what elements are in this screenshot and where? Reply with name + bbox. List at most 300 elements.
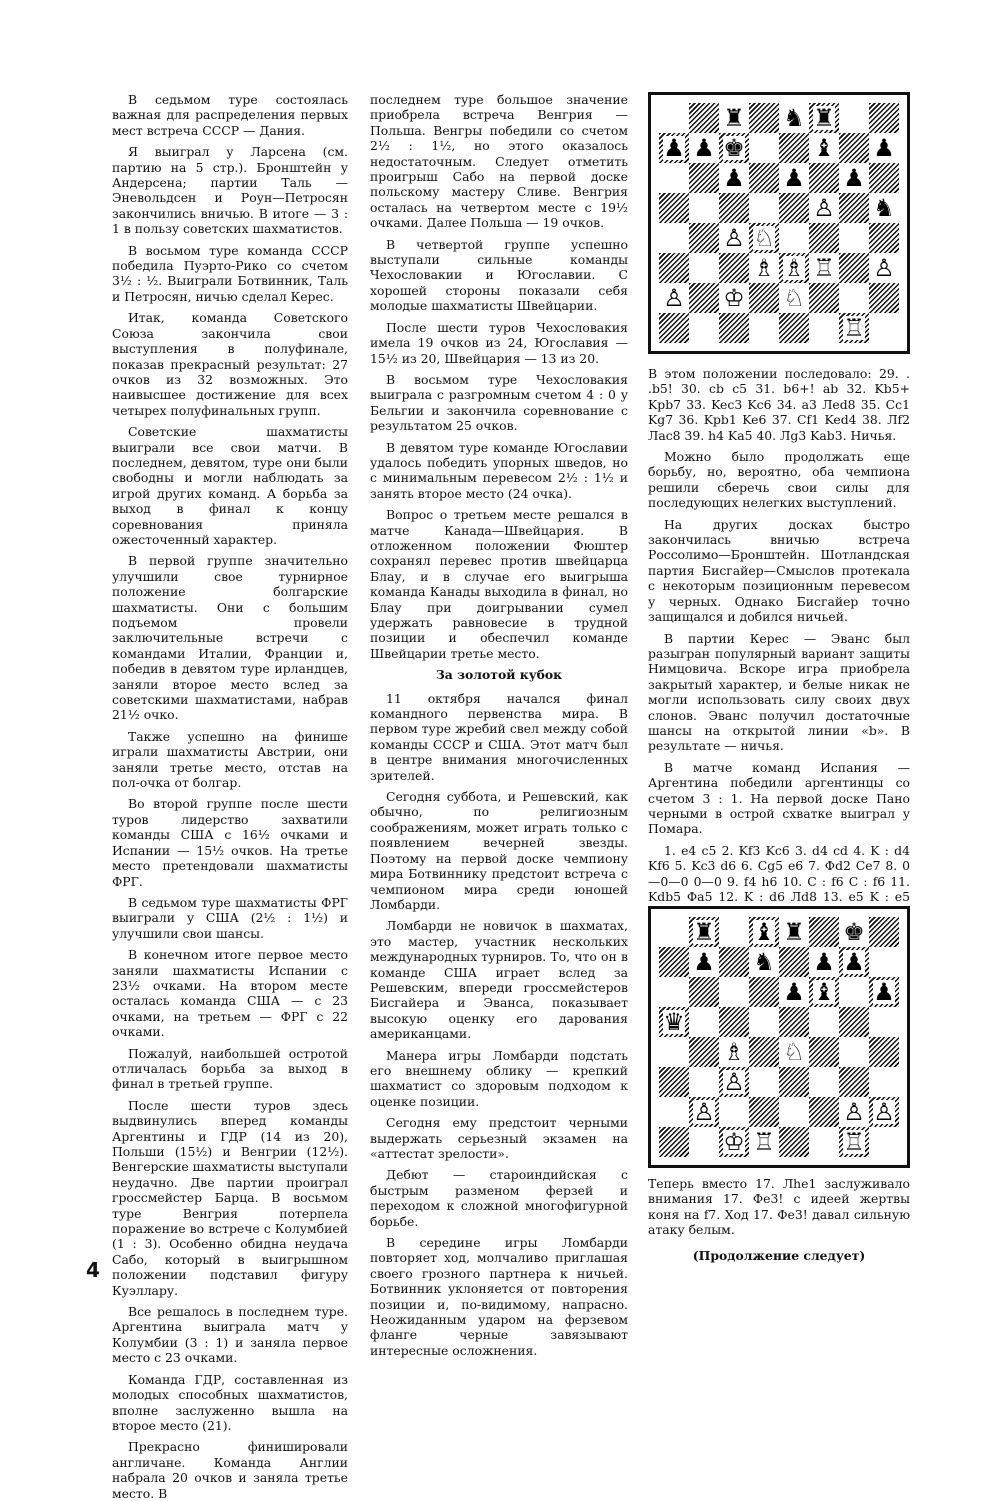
- board-square: [719, 253, 749, 283]
- chess-piece-glyph: ♞: [783, 104, 805, 132]
- board-square: [659, 103, 689, 133]
- chess-piece: [809, 1007, 839, 1037]
- board-square: [719, 283, 749, 313]
- board-square: [839, 223, 869, 253]
- chess-piece: [659, 133, 689, 163]
- chess-piece: [719, 223, 749, 253]
- chess-piece: [689, 313, 719, 343]
- board-square: [779, 253, 809, 283]
- chess-piece-glyph: ♖: [843, 1128, 865, 1156]
- paragraph: В восьмом туре Чехословакия выиграла с разгромным счетом 4 : 0 у Бельгии и закончила соревнование с результатом 25 очков.: [370, 371, 628, 434]
- column-3-text: [648, 366, 910, 920]
- board-square: [719, 1067, 749, 1097]
- chess-piece: [779, 133, 809, 163]
- board-square: [719, 223, 749, 253]
- board-square: [749, 1097, 779, 1127]
- board-square: [689, 193, 719, 223]
- chess-piece: [839, 977, 869, 1007]
- chess-piece: [719, 163, 749, 193]
- chess-piece: [719, 1097, 749, 1127]
- chess-piece: [869, 223, 899, 253]
- paragraph: Также успешно на финише играли шахматисты Австрии, они заняли третье место, отстав на пол-очка от болгар.: [112, 728, 348, 791]
- chess-piece: [779, 1037, 809, 1067]
- board-square: [809, 1037, 839, 1067]
- chess-piece: [689, 947, 719, 977]
- chess-piece: [719, 917, 749, 947]
- chess-piece: [779, 1127, 809, 1157]
- chess-piece: [839, 253, 869, 283]
- chess-piece: [689, 1067, 719, 1097]
- board-square: [659, 313, 689, 343]
- chess-piece: [779, 283, 809, 313]
- chess-piece-glyph: ♜: [693, 918, 715, 946]
- board-square: [659, 253, 689, 283]
- chess-piece: [809, 103, 839, 133]
- chess-piece: [659, 1127, 689, 1157]
- chess-diagram-1: [648, 92, 910, 354]
- chess-piece-glyph: ♙: [813, 194, 835, 222]
- chess-piece: [749, 947, 779, 977]
- board-square: [779, 193, 809, 223]
- chess-piece: [839, 947, 869, 977]
- board-square: [719, 917, 749, 947]
- chess-piece: [779, 193, 809, 223]
- board-square: [659, 1037, 689, 1067]
- paragraph: Во второй группе после шести туров лидерство захватили команды США с 16½ очками и Испании — 15½ очков. На третье место претендовали шахматисты ФРГ.: [112, 796, 348, 889]
- chess-piece: [779, 917, 809, 947]
- board-square: [839, 133, 869, 163]
- chess-piece: [779, 163, 809, 193]
- chess-piece: [749, 223, 779, 253]
- chess-piece-glyph: ♜: [723, 104, 745, 132]
- board-square: [839, 253, 869, 283]
- board-square: [659, 917, 689, 947]
- chess-piece-glyph: ♖: [843, 314, 865, 342]
- paragraph: Дебют — староиндийская с быстрым разменом ферзей и переходом к сложной многофигурной борьбе.: [370, 1167, 628, 1229]
- board-square: [839, 1037, 869, 1067]
- chess-piece: [869, 1007, 899, 1037]
- chess-piece-glyph: ♟: [723, 164, 745, 192]
- column-2-part-2: [370, 691, 628, 1359]
- board-square: [659, 283, 689, 313]
- chess-piece: [659, 223, 689, 253]
- paragraph: В восьмом туре команда СССР победила Пуэрто-Рико со счетом 3½ : ½. Выиграли Ботвинник, Таль и Петросян, ничью сделал Керес.: [112, 242, 348, 304]
- chess-piece: [869, 163, 899, 193]
- board-square: [839, 947, 869, 977]
- board-square: [839, 1067, 869, 1097]
- chess-piece-glyph: ♙: [723, 224, 745, 252]
- chess-piece: [719, 1067, 749, 1097]
- chess-piece: [689, 1007, 719, 1037]
- board-square: [779, 947, 809, 977]
- chess-piece: [869, 1037, 899, 1067]
- chess-piece: [659, 1067, 689, 1097]
- board-square: [839, 977, 869, 1007]
- board-square: [809, 1127, 839, 1157]
- chess-piece: [779, 223, 809, 253]
- paragraph: В матче команд Испания — Аргентина победили аргентинцы со счетом 3 : 1. На первой доске Пано черными в острой схватке выиграл у Помара.: [648, 759, 910, 837]
- paragraph: В седьмом туре шахматисты ФРГ выиграли у США (2½ : 1½) и улучшили свои шансы.: [112, 894, 348, 941]
- paragraph: В девятом туре команде Югославии удалось победить упорных шведов, но с минимальным перевесом 2½ : 1½ и занять второе место (24 очка).: [370, 439, 628, 501]
- chess-piece: [689, 133, 719, 163]
- board-square: [809, 977, 839, 1007]
- board-square: [869, 103, 899, 133]
- board-square: [749, 193, 779, 223]
- chess-piece: [659, 253, 689, 283]
- chess-piece: [719, 1127, 749, 1157]
- chess-piece-glyph: ♙: [873, 254, 895, 282]
- paragraph: Манера игры Ломбарди подстать его внешнему облику — крепкий шахматист со здоровым подходом к оценке позиции.: [370, 1047, 628, 1109]
- chess-piece-glyph: ♝: [813, 134, 835, 162]
- board-square: [809, 313, 839, 343]
- chess-piece-glyph: ♙: [723, 1068, 745, 1096]
- chess-piece-glyph: ♟: [783, 978, 805, 1006]
- chess-piece: [779, 1097, 809, 1127]
- board-square: [749, 1007, 779, 1037]
- board-square: [749, 1037, 779, 1067]
- chess-piece: [749, 193, 779, 223]
- paragraph: В первой группе значительно улучшили свое турнирное положение болгарские шахматисты. Они с большим подъемом провели заключительные встречи с командами Италии, Франции и, победив в девятом туре ирландцев, заняли второе место вслед за советскими шахматистами, набрав 21½ очко.: [112, 553, 348, 723]
- chess-board-grid: [659, 917, 899, 1157]
- chess-piece: [749, 977, 779, 1007]
- board-square: [749, 253, 779, 283]
- chess-piece: [749, 163, 779, 193]
- chess-piece: [839, 1037, 869, 1067]
- chess-piece: [809, 1097, 839, 1127]
- chess-piece: [839, 1127, 869, 1157]
- chess-piece: [749, 283, 779, 313]
- board-square: [869, 253, 899, 283]
- chess-piece: [689, 283, 719, 313]
- chess-piece: [689, 1037, 719, 1067]
- board-square: [689, 947, 719, 977]
- board-square: [869, 1037, 899, 1067]
- chess-piece-glyph: ♝: [753, 918, 775, 946]
- chess-piece: [689, 223, 719, 253]
- board-square: [749, 313, 779, 343]
- paragraph: Советские шахматисты выиграли все свои матчи. В последнем, девятом, туре они были свободны и могли наблюдать за игрой других команд. А борьба за выход в финал к концу соревнования приняла ожесточенный характер.: [112, 424, 348, 547]
- board-square: [659, 223, 689, 253]
- chess-piece: [839, 103, 869, 133]
- board-square: [659, 193, 689, 223]
- chess-piece: [659, 163, 689, 193]
- board-square: [869, 947, 899, 977]
- board-square: [869, 133, 899, 163]
- board-square: [749, 1067, 779, 1097]
- board-square: [719, 193, 749, 223]
- chess-piece: [809, 1067, 839, 1097]
- board-square: [719, 977, 749, 1007]
- paragraph: После шести туров здесь выдвинулись вперед команды Аргентины и ГДР (14 из 20), Польши (15½) и Венгрии (12½). Венгерские шахматисты выступали неудачно. Две партии проиграл гроссмейстер Барца. В восьмом туре Венгрия потерпела поражение во встрече с Колумбией (1 : 3). Особенно обидна неудача Сабо, который в выигрышном положении подставил фигуру Куэллару.: [112, 1097, 348, 1298]
- chess-piece-glyph: ♜: [813, 104, 835, 132]
- chess-piece: [719, 1037, 749, 1067]
- paragraph: На других досках быстро закончилась вничью встреча Россолимо—Бронштейн. Шотландская партия Бисгайер—Смыслов протекала с некоторым позиционным перевесом у черных. Однако Бисгайер точно защищался и добился ничьей.: [648, 516, 910, 625]
- page-number: 4: [86, 1258, 100, 1282]
- chess-piece: [659, 1097, 689, 1127]
- chess-piece: [839, 223, 869, 253]
- paragraph: Я выиграл у Ларсена (см. партию на 5 стр.). Бронштейн у Андерсена; партии Таль — Эневольдсен и Роун—Петросян закончились вничью. В итоге — 3 : 1 в пользу советских шахматистов.: [112, 144, 348, 237]
- chess-piece: [809, 223, 839, 253]
- board-square: [839, 193, 869, 223]
- board-square: [869, 977, 899, 1007]
- board-square: [689, 133, 719, 163]
- chess-piece-glyph: ♟: [663, 134, 685, 162]
- board-square: [719, 133, 749, 163]
- chess-piece: [869, 103, 899, 133]
- chess-piece-glyph: ♟: [843, 948, 865, 976]
- board-square: [659, 977, 689, 1007]
- board-square: [809, 947, 839, 977]
- chess-piece: [749, 313, 779, 343]
- chess-board-grid: [659, 103, 899, 343]
- chess-piece: [839, 917, 869, 947]
- board-square: [689, 163, 719, 193]
- chess-piece: [839, 1007, 869, 1037]
- board-square: [719, 947, 749, 977]
- board-square: [719, 1007, 749, 1037]
- paragraph: Вопрос о третьем месте решался в матче Канада—Швейцария. В отложенном положении Фюштер сохранял перевес против швейцарца Блау, и в случае его выигрыша команда Канады выходила в финал, но Блау при доигрывании сумел удержать равновесие в трудной позиции и обеспечил команде Швейцарии третье место.: [370, 507, 628, 661]
- board-square: [689, 917, 719, 947]
- board-square: [839, 163, 869, 193]
- board-square: [809, 917, 839, 947]
- chess-piece-glyph: ♛: [663, 1008, 685, 1036]
- chess-piece: [869, 253, 899, 283]
- board-square: [809, 133, 839, 163]
- paragraph: Итак, команда Советского Союза закончила свои выступления в полуфинале, показав прекрасный результат: 27 очков из 32 возможных. Это наивысшее достижение для всех четырех полуфинальных групп.: [112, 310, 348, 418]
- board-square: [749, 103, 779, 133]
- paragraph: В середине игры Ломбарди повторяет ход, молчаливо приглашая своего грозного партнера к ничьей. Ботвинник уклоняется от повторения позиции и, по-видимому, напрасно. Неожиданным ударом на ферзевом фланге черные завязывают интересные осложнения.: [370, 1235, 628, 1358]
- chess-piece: [809, 977, 839, 1007]
- chess-piece: [719, 103, 749, 133]
- board-square: [779, 283, 809, 313]
- chess-piece: [719, 133, 749, 163]
- board-square: [809, 1097, 839, 1127]
- board-square: [869, 1097, 899, 1127]
- chess-piece: [689, 103, 719, 133]
- board-square: [809, 223, 839, 253]
- board-square: [779, 917, 809, 947]
- chess-piece-glyph: ♔: [723, 1128, 745, 1156]
- chess-piece-glyph: ♝: [813, 978, 835, 1006]
- paragraph: Ломбарди не новичок в шахматах, это мастер, участник нескольких международных турниров. То, что он в команде США играет вслед за Решевским, впереди гроссмейстеров Бисгайера и Эванса, показывает высокую оценку его дарования американцами.: [370, 918, 628, 1042]
- chess-piece: [839, 283, 869, 313]
- board-square: [749, 947, 779, 977]
- chess-piece: [839, 193, 869, 223]
- board-square: [689, 1007, 719, 1037]
- chess-piece: [809, 133, 839, 163]
- board-square: [809, 1067, 839, 1097]
- chess-piece-glyph: ♙: [843, 1098, 865, 1126]
- board-square: [809, 163, 839, 193]
- chess-piece: [869, 917, 899, 947]
- board-square: [719, 1037, 749, 1067]
- board-square: [869, 283, 899, 313]
- chess-piece-glyph: ♟: [873, 134, 895, 162]
- paragraph: 1. e4 c5 2. Kf3 Kc6 3. d4 cd 4. K : d4 Kf6 5. Kc3 d6 6. Cg5 e6 7. Фd2 Ce7 8. 0—0—0 0—0 9. f4 h6 10. C : f6 C : f6 11. Kdb5 Фa5 12. K : d6 Лd8 13. e5 K : e5: [648, 842, 910, 904]
- board-square: [779, 977, 809, 1007]
- board-square: [779, 1007, 809, 1037]
- board-square: [689, 103, 719, 133]
- board-square: [659, 163, 689, 193]
- board-square: [809, 103, 839, 133]
- board-square: [659, 947, 689, 977]
- board-square: [809, 193, 839, 223]
- chess-piece-glyph: ♖: [753, 1128, 775, 1156]
- chess-piece: [689, 193, 719, 223]
- paragraph: Можно было продолжать еще борьбу, но, вероятно, оба чемпиона решили сберечь свои силы для последующих нелегких выступлений.: [648, 449, 910, 511]
- board-square: [659, 1067, 689, 1097]
- chess-piece: [659, 977, 689, 1007]
- board-square: [749, 283, 779, 313]
- chess-piece: [659, 283, 689, 313]
- chess-piece: [749, 133, 779, 163]
- board-square: [779, 163, 809, 193]
- paragraph: 11 октября начался финал командного первенства мира. В первом туре жребий свел между собой команды СССР и США. Этот матч был в центре внимания многочисленных зрителей.: [370, 690, 628, 783]
- chess-piece: [839, 133, 869, 163]
- paragraph: В седьмом туре состоялась важная для распределения первых мест встреча СССР — Дания.: [112, 92, 348, 138]
- chess-piece: [779, 103, 809, 133]
- board-square: [719, 1127, 749, 1157]
- board-square: [869, 313, 899, 343]
- chess-piece: [689, 977, 719, 1007]
- board-square: [689, 1097, 719, 1127]
- paragraph: Пожалуй, наибольшей остротой отличалась борьба за выход в финал в третьей группе.: [112, 1045, 348, 1092]
- chess-piece: [869, 1097, 899, 1127]
- board-square: [839, 283, 869, 313]
- chess-piece: [779, 977, 809, 1007]
- board-square: [869, 1067, 899, 1097]
- board-square: [749, 163, 779, 193]
- chess-piece: [719, 977, 749, 1007]
- paragraph: Команда ГДР, составленная из молодых способных шахматистов, вполне заслуженно вышла на второе место (21).: [112, 1371, 348, 1433]
- column-2-part-1: [370, 92, 628, 661]
- board-square: [809, 1007, 839, 1037]
- board-square: [659, 1007, 689, 1037]
- chess-piece: [749, 1067, 779, 1097]
- chess-diagram-2: [648, 906, 910, 1168]
- paragraph: Сегодня ему предстоит черными выдержать серьезный экзамен на «аттестат зрелости».: [370, 1115, 628, 1161]
- chess-piece: [749, 1037, 779, 1067]
- chess-piece: [809, 947, 839, 977]
- chess-piece: [869, 947, 899, 977]
- paragraph: В четвертой группе успешно выступали сильные команды Чехословакии и Югославии. С хорошей стороны показали себя молодые шахматисты Швейцарии.: [370, 236, 628, 314]
- board-square: [779, 1097, 809, 1127]
- chess-piece-glyph: ♙: [873, 1098, 895, 1126]
- chess-piece-glyph: ♙: [663, 284, 685, 312]
- chess-piece-glyph: ♟: [813, 948, 835, 976]
- board-square: [779, 223, 809, 253]
- column-1: [112, 92, 348, 1501]
- chess-piece: [839, 1097, 869, 1127]
- chess-piece: [719, 1007, 749, 1037]
- chess-piece: [659, 313, 689, 343]
- chess-piece-glyph: ♘: [753, 224, 775, 252]
- chess-piece: [869, 1127, 899, 1157]
- board-square: [749, 133, 779, 163]
- paragraph: последнем туре большое значение приобрела встреча Венгрия — Польша. Венгры победили со счетом 2½ : 1½, но этого оказалось недостаточным. Следует отметить проигрыш Сабо на первой доске польскому мастеру Сливе. Венгрия осталась на четвертом месте с 19½ очками. Далее Польша — 19 очков.: [370, 92, 628, 231]
- chess-piece: [749, 103, 779, 133]
- chess-piece: [869, 977, 899, 1007]
- chess-piece-glyph: ♟: [693, 948, 715, 976]
- board-square: [689, 1037, 719, 1067]
- board-square: [779, 1037, 809, 1067]
- board-square: [869, 1127, 899, 1157]
- chess-piece-glyph: ♗: [723, 1038, 745, 1066]
- paragraph: Прекрасно финишировали англичане. Команда Англии набрала 20 очков и заняла третье место. В: [112, 1439, 348, 1501]
- chess-piece-glyph: ♖: [813, 254, 835, 282]
- chess-piece: [689, 163, 719, 193]
- board-square: [839, 917, 869, 947]
- chess-piece-glyph: ♟: [783, 164, 805, 192]
- chess-piece: [809, 1037, 839, 1067]
- chess-piece: [779, 313, 809, 343]
- paragraph: Все решалось в последнем туре. Аргентина выиграла матч у Колумбии (3 : 1) и заняла первое место с 23 очками.: [112, 1304, 348, 1366]
- chess-piece: [809, 1127, 839, 1157]
- chess-piece: [779, 1007, 809, 1037]
- paragraph: После шести туров Чехословакия имела 19 очков из 24, Югославия — 15½ из 20, Швейцария — 13 из 20.: [370, 319, 628, 366]
- chess-piece: [689, 917, 719, 947]
- board-square: [749, 1127, 779, 1157]
- chess-piece-glyph: ♗: [753, 254, 775, 282]
- board-square: [689, 313, 719, 343]
- board-square: [779, 1127, 809, 1157]
- board-square: [689, 1067, 719, 1097]
- board-square: [839, 1127, 869, 1157]
- board-square: [659, 133, 689, 163]
- chess-piece: [719, 193, 749, 223]
- chess-piece: [779, 253, 809, 283]
- board-square: [749, 223, 779, 253]
- board-square: [749, 917, 779, 947]
- board-square: [839, 1007, 869, 1037]
- board-square: [839, 313, 869, 343]
- paragraph: В этом положении последовало: 29. . .b5! 30. cb c5 31. b6+! ab 32. Kb5+ Kpb7 33. Kec3 Kc6 34. a3 Лed8 35. Cc1 Kg7 36. Kpb1 Ke6 37. Cf1 Ked4 38. Лf2 Лac8 39. h4 Ka5 40. Лg3 Kab3. Ничья.: [648, 366, 910, 443]
- chess-piece: [809, 193, 839, 223]
- diagram-comment: Теперь вместо 17. Лhe1 заслуживало внимания 17. Фe3! с идеей жертвы коня на f7. Ход 17. Фe3! давал сильную атаку белым.: [648, 1176, 910, 1238]
- paragraph: Сегодня суббота, и Решевский, как обычно, по религиозным соображениям, может играть только с появлением вечерней звезды. Поэтому на первой доске чемпиону мира Ботвиннику предстоит встреча с чемпионом мира среди юношей Ломбарди.: [370, 789, 628, 912]
- board-square: [869, 1007, 899, 1037]
- column-2: [370, 92, 628, 1358]
- chess-piece-glyph: ♜: [783, 918, 805, 946]
- board-square: [719, 103, 749, 133]
- board-square: [869, 193, 899, 223]
- board-square: [659, 1127, 689, 1157]
- chess-piece: [749, 1127, 779, 1157]
- chess-piece: [659, 947, 689, 977]
- board-square: [749, 977, 779, 1007]
- board-square: [869, 163, 899, 193]
- board-square: [869, 917, 899, 947]
- chess-piece: [869, 1067, 899, 1097]
- chess-piece-glyph: ♞: [873, 194, 895, 222]
- board-square: [719, 163, 749, 193]
- board-square: [839, 103, 869, 133]
- board-square: [689, 977, 719, 1007]
- board-square: [659, 1097, 689, 1127]
- chess-piece: [749, 917, 779, 947]
- section-heading: За золотой кубок: [435, 667, 563, 683]
- chess-piece: [749, 253, 779, 283]
- paragraph: В партии Керес — Эванс был разыгран популярный вариант защиты Нимцовича. Вскоре игра приобрела закрытый характер, и белые никак не могли использовать силу своих двух слонов. Эванс получил достаточные шансы на открытой линии «b». В результате — ничья.: [648, 630, 910, 754]
- column-3-tail: [648, 1176, 910, 1263]
- chess-piece: [809, 283, 839, 313]
- chess-piece: [659, 193, 689, 223]
- paragraph: В конечном итоге первое место заняли шахматисты Испании с 23½ очками. На втором месте осталась команда США — с 23 очками, на третьем — ФРГ с 22 очками.: [112, 947, 348, 1040]
- chess-piece: [689, 253, 719, 283]
- board-square: [779, 103, 809, 133]
- chess-piece: [749, 1097, 779, 1127]
- board-square: [719, 313, 749, 343]
